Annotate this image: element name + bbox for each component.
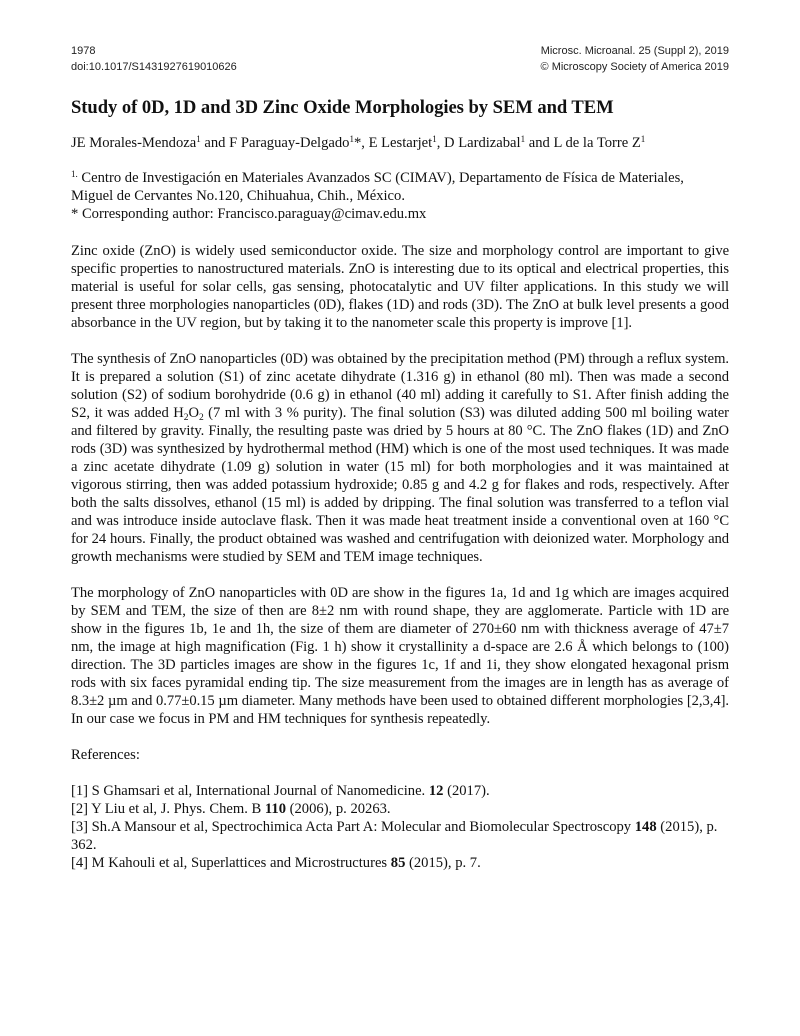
reference-item: [2] Y Liu et al, J. Phys. Chem. B 110 (2006), p. 20263. xyxy=(71,801,391,817)
affiliation-marker: 1 xyxy=(196,134,201,144)
paragraph-intro: Zinc oxide (ZnO) is widely used semiconductor oxide. The size and morphology control are important to give specific properties to nanostructured materials. ZnO is interesting due to its optical and electrical properties, this material is useful for solar cells, gas sensing, photocatalytic and UV filter applications. In this study we will present three morphologies nanoparticles (0D), flakes (1D) and rods (3D). The ZnO at bulk level presents a good absorbance in the UV region, but by taking it to the nanometer scale this property is improve [1]. xyxy=(71,243,729,331)
author-name: D Lardizabal xyxy=(444,135,521,151)
author-separator: *, xyxy=(353,135,369,151)
doi-text: doi:10.1017/S1431927619010626 xyxy=(71,60,237,73)
affiliation-block xyxy=(71,169,729,223)
corresponding-author: * Corresponding author: Francisco.paraguay@cimav.edu.mx xyxy=(71,206,427,222)
affiliation-address: Miguel de Cervantes No.120, Chihuahua, Chih., México. xyxy=(71,188,405,204)
header-left xyxy=(71,44,237,75)
affiliation-marker: 1. xyxy=(71,169,78,179)
affiliation-marker: 1 xyxy=(640,134,646,144)
paper-page xyxy=(71,44,729,887)
reference-list xyxy=(71,782,729,872)
author-separator: and xyxy=(200,135,230,151)
affiliation-marker: 1 xyxy=(349,134,354,144)
reference-item: [3] Sh.A Mansour et al, Spectrochimica Acta Part A: Molecular and Biomolecular Spectroscopy 148 (2015), p. 362. xyxy=(71,819,718,853)
author-name: L de la Torre Z xyxy=(553,135,641,151)
journal-citation: Microsc. Microanal. 25 (Suppl 2), 2019 xyxy=(540,45,729,57)
author-list xyxy=(71,134,729,152)
reference-item: [4] M Kahouli et al, Superlattices and Microstructures 85 (2015), p. 7. xyxy=(71,855,481,871)
paragraph-methods: The synthesis of ZnO nanoparticles (0D) was obtained by the precipitation method (PM) through a reflux system. It is prepared a solution (S1) of zinc acetate dihydrate (1.316 g) in ethanol (80 ml). Then was made a second solution (S2) of sodium borohydride (0.6 g) in ethanol (40 ml) adding it carefully to S1. After finish adding the S2, it was added $H_2O_2$ (7 ml with 3 % purity). The final solution (S3) was diluted adding 500 ml boiling water and filtered by gravity. Finally, the resulting paste was dried by 5 hours at 80 °C. The ZnO flakes (1D) and ZnO rods (3D) was synthesized by hydrothermal method (HM) which is one of the most used techniques. It was made a zinc acetate dihydrate (1.09 g) solution in water (15 ml) for both morphologies and it was maintained at vigorous stirring, then was added potassium hydroxide; 0.85 g and 4.2 g for flakes and rods, respectively. After both the salts dissolves, ethanol (15 ml) is added by dripping. The final solution was transferred to a teflon vial and was introduce inside autoclave flask. Then it was made heat treatment inside a conventional oven at 160 °C for 24 hours. Finally, the product obtained was washed and centrifugation with deionized water. Morphology and growth mechanisms were studied by SEM and TEM image techniques. xyxy=(71,351,729,565)
author-separator: , xyxy=(436,135,444,151)
affiliation-marker: 1 xyxy=(432,134,437,144)
author-separator: and xyxy=(525,135,554,151)
author-name: F Paraguay-Delgado xyxy=(229,135,350,151)
author-name: JE Morales-Mendoza xyxy=(71,135,197,151)
reference-item: [1] S Ghamsari et al, International Journal of Nanomedicine. 12 (2017). xyxy=(71,783,490,799)
header-right xyxy=(541,44,729,75)
running-header xyxy=(71,44,729,75)
paper-title: Study of 0D, 1D and 3D Zinc Oxide Morphologies by SEM and TEM xyxy=(71,97,614,118)
copyright-notice: © Microscopy Society of America 2019 xyxy=(540,60,729,73)
references-heading: References: xyxy=(71,747,140,763)
author-name: E Lestarjet xyxy=(368,135,433,151)
page-number: 1978 xyxy=(71,45,96,57)
affiliation-line: $^{1.}$ Centro de Investigación en Materiales Avanzados SC (CIMAV), Departamento de Física de Materiales, xyxy=(71,169,684,186)
affiliation-marker: 1 xyxy=(520,134,526,144)
paragraph-results: The morphology of ZnO nanoparticles with 0D are show in the figures 1a, 1d and 1g which are images acquired by SEM and TEM, the size of then are 8±2 nm with round shape, they are agglomerate. Particle with 1D are show in the figures 1b, 1e and 1h, the size of them are diameter of 270±60 nm with thickness average of 47±7 nm, the image at high magnification (Fig. 1 h) show it crystallinity a d-space are 2.6 Å which belongs to (100) direction. The 3D particles images are show in the figures 1c, 1f and 1i, they show elongated hexagonal prism rods with six faces pyramidal ending tip. The size measurement from the images are in length has as average of 8.3±2 µm and 0.77±0.15 µm diameter. Many methods have been used to obtained different morphologies [2,3,4]. In our case we focus in PM and HM techniques for synthesis repeatedly. xyxy=(71,585,729,727)
